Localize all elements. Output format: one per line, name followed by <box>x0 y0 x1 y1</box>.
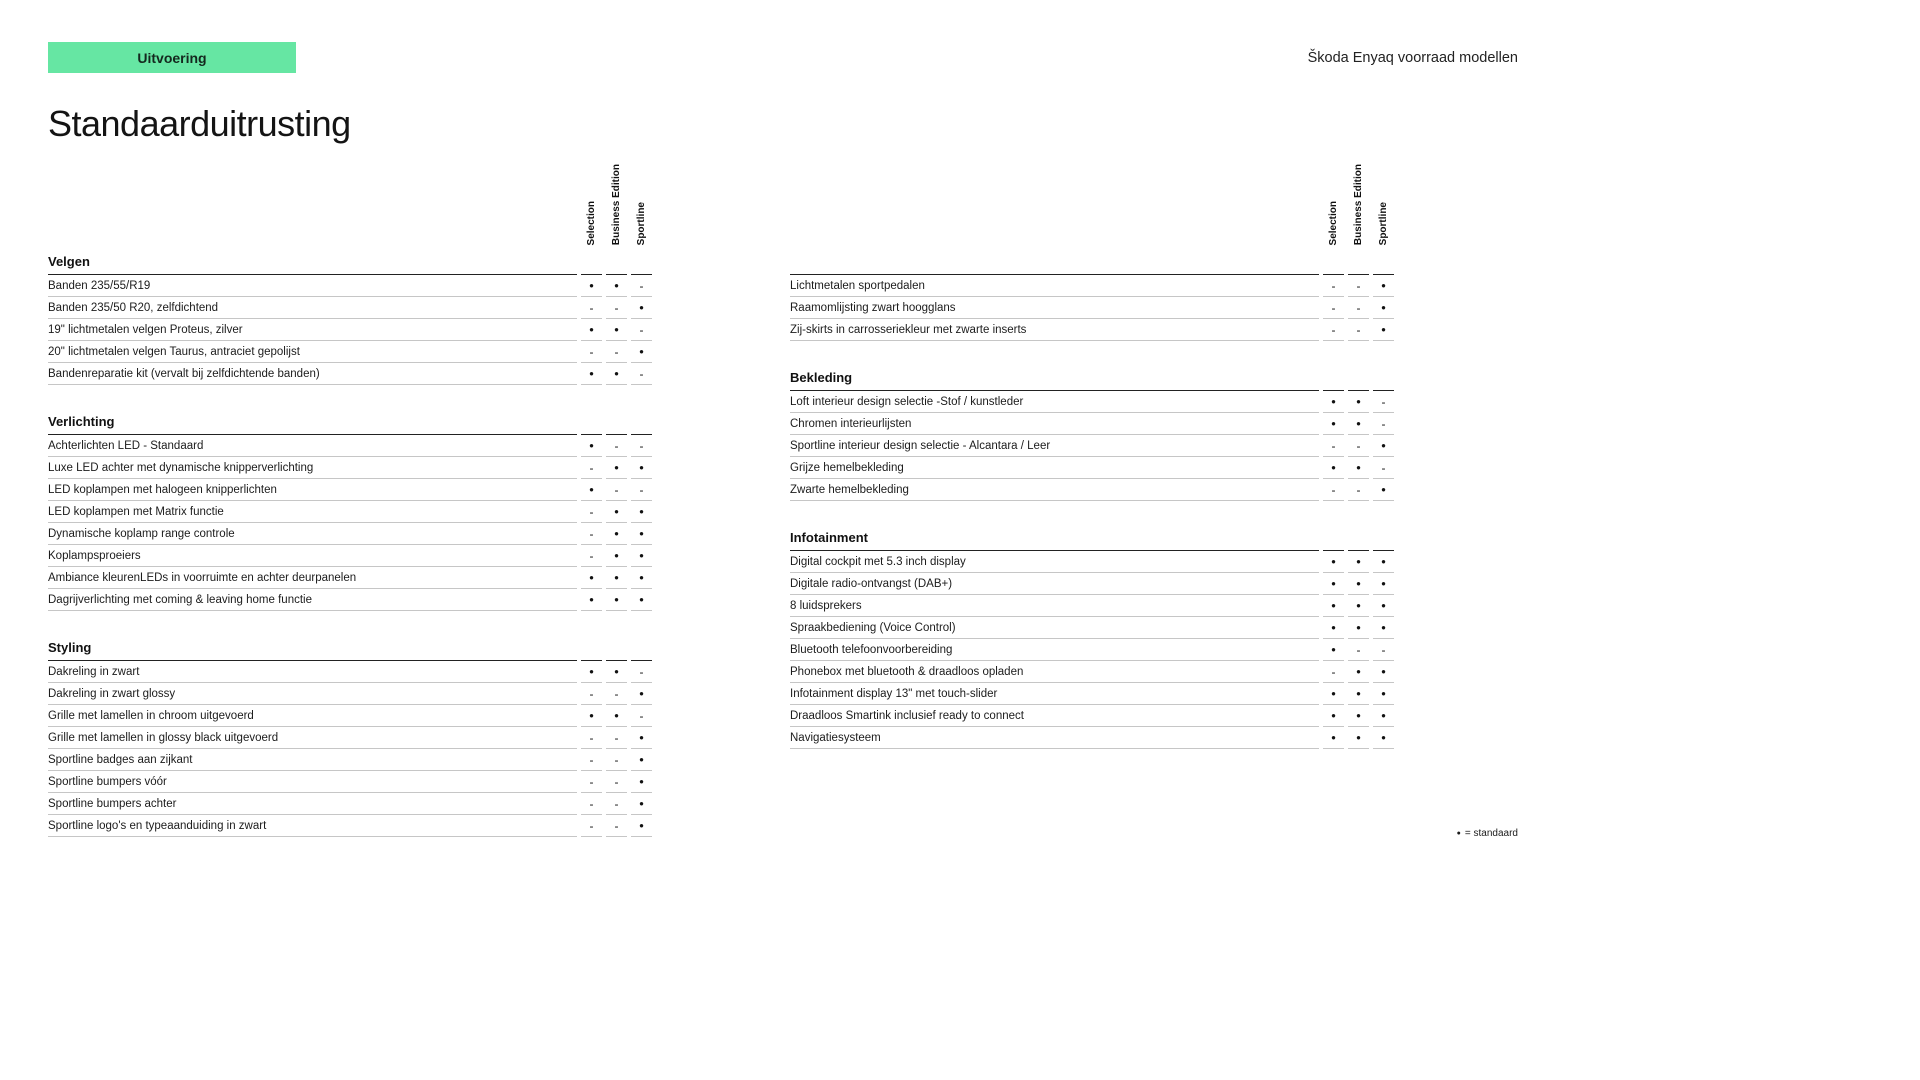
feature-label: Achterlichten LED - Standaard <box>48 435 577 457</box>
availability-cell: - <box>606 771 627 793</box>
feature-label: Dakreling in zwart <box>48 661 577 683</box>
availability-cell: ● <box>581 661 602 683</box>
equipment-section <box>790 525 1394 749</box>
availability-cell: - <box>606 815 627 837</box>
availability-cell: ● <box>606 523 627 545</box>
availability-cell: ● <box>1373 479 1394 501</box>
availability-cell: - <box>631 319 652 341</box>
table-row <box>790 705 1394 727</box>
table-row <box>48 661 652 683</box>
legend-dot-icon: ● <box>1456 830 1461 837</box>
section-title: Bekleding <box>790 365 1319 391</box>
table-row <box>48 705 652 727</box>
header-rule <box>631 249 652 275</box>
availability-cell: ● <box>1348 457 1369 479</box>
feature-label: 20" lichtmetalen velgen Taurus, antraciet gepolijst <box>48 341 577 363</box>
availability-cell: ● <box>1323 683 1344 705</box>
table-row <box>790 391 1394 413</box>
availability-cell: - <box>1323 479 1344 501</box>
availability-cell: ● <box>1373 573 1394 595</box>
table-row <box>790 551 1394 573</box>
table-row <box>48 771 652 793</box>
availability-cell: ● <box>631 501 652 523</box>
feature-label: Koplampsproeiers <box>48 545 577 567</box>
page-title: Standaarduitrusting <box>48 103 351 144</box>
legend-text: = standaard <box>1464 828 1518 839</box>
feature-label: Sportline bumpers vóór <box>48 771 577 793</box>
availability-cell: ● <box>1348 705 1369 727</box>
availability-cell: ● <box>1348 661 1369 683</box>
section-title: Verlichting <box>48 409 577 435</box>
availability-cell: - <box>1373 391 1394 413</box>
availability-cell: ● <box>1348 391 1369 413</box>
availability-cell: ● <box>581 705 602 727</box>
feature-label: Spraakbediening (Voice Control) <box>790 617 1319 639</box>
availability-cell: ● <box>1373 705 1394 727</box>
availability-cell: ● <box>631 589 652 611</box>
section-header-row <box>790 525 1394 551</box>
feature-label: Draadloos Smartink inclusief ready to connect <box>790 705 1319 727</box>
availability-cell: ● <box>1348 595 1369 617</box>
column-header-cell <box>1323 201 1344 249</box>
availability-cell: ● <box>606 275 627 297</box>
availability-cell: - <box>1323 297 1344 319</box>
header-rule <box>1373 365 1394 391</box>
column-header: Business Edition <box>1352 163 1364 245</box>
header-rule <box>581 635 602 661</box>
availability-cell: ● <box>581 479 602 501</box>
availability-cell: ● <box>1323 551 1344 573</box>
table-row <box>790 661 1394 683</box>
availability-cell: ● <box>606 457 627 479</box>
availability-cell: - <box>1348 435 1369 457</box>
section-title <box>790 249 1319 275</box>
feature-label: Grille met lamellen in glossy black uitgevoerd <box>48 727 577 749</box>
table-row <box>790 727 1394 749</box>
availability-cell: - <box>581 815 602 837</box>
table-row <box>790 683 1394 705</box>
table-row <box>48 589 652 611</box>
left-column <box>48 159 652 837</box>
availability-cell: - <box>581 457 602 479</box>
feature-label: 8 luidsprekers <box>790 595 1319 617</box>
header-rule <box>581 249 602 275</box>
availability-cell: - <box>631 479 652 501</box>
availability-cell: - <box>581 771 602 793</box>
availability-cell: ● <box>1348 573 1369 595</box>
header-rule <box>1323 365 1344 391</box>
table-row <box>48 749 652 771</box>
availability-cell: ● <box>631 457 652 479</box>
feature-label: Sportline badges aan zijkant <box>48 749 577 771</box>
availability-cell: ● <box>581 589 602 611</box>
feature-label: Bandenreparatie kit (vervalt bij zelfdichtende banden) <box>48 363 577 385</box>
availability-cell: - <box>581 341 602 363</box>
availability-cell: - <box>606 297 627 319</box>
availability-cell: ● <box>1323 595 1344 617</box>
header-rule <box>581 409 602 435</box>
availability-cell: ● <box>1348 727 1369 749</box>
equipment-section <box>48 635 652 837</box>
column-header: Sportline <box>1377 201 1389 245</box>
table-row <box>790 595 1394 617</box>
table-row <box>48 523 652 545</box>
feature-label: Dynamische koplamp range controle <box>48 523 577 545</box>
availability-cell: - <box>1373 413 1394 435</box>
availability-cell: ● <box>581 435 602 457</box>
availability-cell: - <box>631 275 652 297</box>
availability-cell: - <box>1348 275 1369 297</box>
availability-cell: ● <box>1323 391 1344 413</box>
table-row <box>48 363 652 385</box>
availability-cell: - <box>581 749 602 771</box>
availability-cell: - <box>581 727 602 749</box>
availability-cell: ● <box>606 363 627 385</box>
section-header-row <box>790 249 1394 275</box>
equipment-section <box>790 365 1394 501</box>
availability-cell: ● <box>1373 727 1394 749</box>
availability-cell: - <box>581 501 602 523</box>
availability-cell: ● <box>1373 661 1394 683</box>
availability-cell: ● <box>631 727 652 749</box>
section-header-row <box>48 635 652 661</box>
section-title: Infotainment <box>790 525 1319 551</box>
column-header-cell <box>1373 202 1394 249</box>
availability-cell: - <box>606 435 627 457</box>
availability-cell: ● <box>606 567 627 589</box>
table-row <box>48 815 652 837</box>
column-header-cell <box>1348 164 1369 249</box>
section-title: Velgen <box>48 249 577 275</box>
availability-cell: ● <box>631 683 652 705</box>
table-row <box>790 617 1394 639</box>
header-rule <box>1373 525 1394 551</box>
availability-cell: ● <box>606 705 627 727</box>
feature-label: Raamomlijsting zwart hoogglans <box>790 297 1319 319</box>
feature-label: Zwarte hemelbekleding <box>790 479 1319 501</box>
availability-cell: ● <box>1323 727 1344 749</box>
table-row <box>48 457 652 479</box>
equipment-columns <box>48 159 1518 837</box>
availability-cell: - <box>581 545 602 567</box>
availability-cell: - <box>1323 319 1344 341</box>
availability-cell: - <box>1373 457 1394 479</box>
availability-cell: - <box>1348 297 1369 319</box>
availability-cell: ● <box>1348 683 1369 705</box>
column-header: Selection <box>585 200 597 245</box>
availability-cell: - <box>581 683 602 705</box>
availability-cell: - <box>1348 319 1369 341</box>
availability-cell: - <box>581 793 602 815</box>
feature-label: Sportline interieur design selectie - Alcantara / Leer <box>790 435 1319 457</box>
availability-cell: ● <box>1373 617 1394 639</box>
availability-cell: ● <box>1348 413 1369 435</box>
availability-cell: ● <box>606 661 627 683</box>
column-header-cell <box>581 201 602 249</box>
feature-label: Sportline logo's en typeaanduiding in zwart <box>48 815 577 837</box>
table-row <box>790 275 1394 297</box>
feature-label: Bluetooth telefoonvoorbereiding <box>790 639 1319 661</box>
header-rule <box>606 635 627 661</box>
header-rule <box>606 409 627 435</box>
feature-label: Banden 235/50 R20, zelfdichtend <box>48 297 577 319</box>
feature-label: Dakreling in zwart glossy <box>48 683 577 705</box>
table-row <box>790 319 1394 341</box>
availability-cell: ● <box>1323 457 1344 479</box>
availability-cell: - <box>606 749 627 771</box>
feature-label: Phonebox met bluetooth & draadloos opladen <box>790 661 1319 683</box>
feature-label: Loft interieur design selectie -Stof / kunstleder <box>790 391 1319 413</box>
availability-cell: ● <box>581 567 602 589</box>
availability-cell: ● <box>1323 617 1344 639</box>
table-row <box>48 435 652 457</box>
table-row <box>48 319 652 341</box>
page-content <box>48 42 1518 837</box>
availability-cell: ● <box>631 749 652 771</box>
top-bar <box>48 42 1518 73</box>
header-rule <box>631 409 652 435</box>
availability-cell: ● <box>606 545 627 567</box>
table-row <box>790 413 1394 435</box>
feature-label: Digitale radio-ontvangst (DAB+) <box>790 573 1319 595</box>
legend <box>1457 828 1518 839</box>
feature-label: Navigatiesysteem <box>790 727 1319 749</box>
feature-label: Grille met lamellen in chroom uitgevoerd <box>48 705 577 727</box>
table-row <box>790 573 1394 595</box>
availability-cell: - <box>606 683 627 705</box>
column-header-cell <box>631 202 652 249</box>
table-row <box>48 567 652 589</box>
availability-cell: ● <box>1323 705 1344 727</box>
header-rule <box>1373 249 1394 275</box>
section-title: Styling <box>48 635 577 661</box>
header-model-name: Škoda Enyaq voorraad modellen <box>1307 50 1518 66</box>
section-header-row <box>48 249 652 275</box>
feature-label: Zij-skirts in carrosseriekleur met zwarte inserts <box>790 319 1319 341</box>
availability-cell: - <box>631 661 652 683</box>
availability-cell: ● <box>1373 595 1394 617</box>
availability-cell: - <box>606 727 627 749</box>
equipment-section <box>48 249 652 385</box>
availability-cell: - <box>606 793 627 815</box>
availability-cell: ● <box>1373 275 1394 297</box>
table-row <box>790 479 1394 501</box>
availability-cell: ● <box>631 523 652 545</box>
column-headers <box>48 159 652 249</box>
availability-cell: ● <box>1373 435 1394 457</box>
feature-label: Ambiance kleurenLEDs in voorruimte en achter deurpanelen <box>48 567 577 589</box>
table-row <box>790 457 1394 479</box>
column-headers <box>790 159 1394 249</box>
table-row <box>48 479 652 501</box>
table-row <box>790 435 1394 457</box>
header-rule <box>1348 365 1369 391</box>
column-header: Sportline <box>635 201 647 245</box>
availability-cell: ● <box>581 275 602 297</box>
header-rule <box>1348 525 1369 551</box>
section-header-row <box>790 365 1394 391</box>
availability-cell: ● <box>631 771 652 793</box>
table-row <box>48 683 652 705</box>
table-row <box>48 341 652 363</box>
availability-cell: - <box>1348 639 1369 661</box>
feature-label: Sportline bumpers achter <box>48 793 577 815</box>
availability-cell: - <box>581 297 602 319</box>
availability-cell: ● <box>606 589 627 611</box>
feature-label: Dagrijverlichting met coming & leaving home functie <box>48 589 577 611</box>
table-row <box>48 297 652 319</box>
feature-label: Banden 235/55/R19 <box>48 275 577 297</box>
availability-cell: ● <box>631 815 652 837</box>
feature-label: Digital cockpit met 5.3 inch display <box>790 551 1319 573</box>
feature-label: Chromen interieurlijsten <box>790 413 1319 435</box>
availability-cell: ● <box>1323 639 1344 661</box>
section-header-row <box>48 409 652 435</box>
availability-cell: ● <box>631 545 652 567</box>
availability-cell: - <box>631 363 652 385</box>
feature-label: Luxe LED achter met dynamische knipperverlichting <box>48 457 577 479</box>
availability-cell: - <box>606 479 627 501</box>
availability-cell: ● <box>1373 551 1394 573</box>
availability-cell: - <box>1348 479 1369 501</box>
table-row <box>48 545 652 567</box>
table-row <box>790 639 1394 661</box>
table-row <box>48 501 652 523</box>
header-rule <box>1323 249 1344 275</box>
table-row <box>48 793 652 815</box>
availability-cell: - <box>1323 661 1344 683</box>
availability-cell: ● <box>1373 319 1394 341</box>
feature-label: LED koplampen met Matrix functie <box>48 501 577 523</box>
availability-cell: ● <box>631 793 652 815</box>
column-header: Selection <box>1327 200 1339 245</box>
equipment-section <box>790 249 1394 341</box>
availability-cell: ● <box>631 341 652 363</box>
availability-cell: ● <box>581 363 602 385</box>
header-rule <box>1323 525 1344 551</box>
availability-cell: ● <box>1348 617 1369 639</box>
availability-cell: ● <box>581 319 602 341</box>
feature-label: LED koplampen met halogeen knipperlichten <box>48 479 577 501</box>
feature-label: Grijze hemelbekleding <box>790 457 1319 479</box>
availability-cell: - <box>581 523 602 545</box>
table-row <box>790 297 1394 319</box>
table-row <box>48 727 652 749</box>
availability-cell: ● <box>606 501 627 523</box>
availability-cell: ● <box>631 297 652 319</box>
right-column <box>790 159 1394 837</box>
availability-cell: ● <box>606 319 627 341</box>
header-rule <box>606 249 627 275</box>
availability-cell: ● <box>631 567 652 589</box>
header-rule <box>631 635 652 661</box>
feature-label: 19" lichtmetalen velgen Proteus, zilver <box>48 319 577 341</box>
availability-cell: ● <box>1323 573 1344 595</box>
availability-cell: - <box>631 435 652 457</box>
equipment-section <box>48 409 652 611</box>
column-header: Business Edition <box>610 163 622 245</box>
section-badge: Uitvoering <box>48 42 296 73</box>
availability-cell: - <box>606 341 627 363</box>
feature-label: Infotainment display 13" met touch-slider <box>790 683 1319 705</box>
table-row <box>48 275 652 297</box>
availability-cell: ● <box>1323 413 1344 435</box>
header-rule <box>1348 249 1369 275</box>
availability-cell: ● <box>1348 551 1369 573</box>
availability-cell: - <box>1373 639 1394 661</box>
availability-cell: ● <box>1373 683 1394 705</box>
availability-cell: ● <box>1373 297 1394 319</box>
availability-cell: - <box>1323 275 1344 297</box>
column-header-cell <box>606 164 627 249</box>
availability-cell: - <box>1323 435 1344 457</box>
feature-label: Lichtmetalen sportpedalen <box>790 275 1319 297</box>
availability-cell: - <box>631 705 652 727</box>
